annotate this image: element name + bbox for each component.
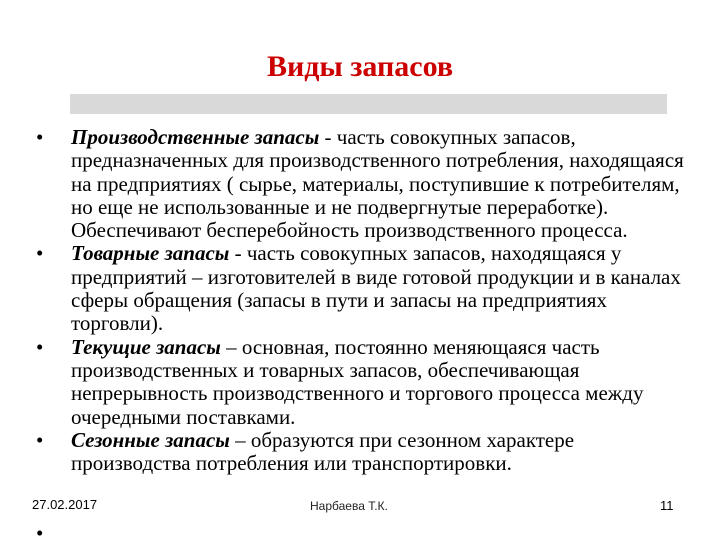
title-underline-bar	[70, 94, 667, 114]
item-term: Сезонные запасы	[71, 427, 230, 452]
item-separator: -	[229, 241, 247, 266]
bullet-icon: •	[36, 427, 44, 452]
bullet-icon: •	[36, 125, 44, 149]
list-item	[36, 429, 688, 476]
footer-author: Нарбаева Т.К.	[310, 499, 388, 513]
item-text	[71, 429, 688, 476]
bullet-list	[36, 126, 688, 475]
item-description: часть совокупных запасов, находящаяся у предприятий – изготовителей в виде готовой продукции и в каналах сферы обращения (запасы в пути и запасы на предприятиях торговли).	[71, 241, 681, 336]
item-separator: -	[319, 125, 337, 149]
list-item	[36, 126, 688, 242]
empty-bullet-icon: •	[36, 521, 44, 545]
item-separator: –	[220, 334, 242, 359]
slide-number: 11	[660, 498, 674, 513]
item-separator: –	[229, 427, 251, 452]
bullet-icon: •	[36, 334, 44, 359]
list-item	[36, 242, 688, 335]
bullet-icon: •	[36, 241, 44, 266]
item-term: Текущие запасы	[71, 334, 221, 359]
item-text	[71, 336, 688, 429]
slide-title: Виды запасов	[266, 50, 454, 83]
item-description: основная, постоянно меняющаяся часть производственных и товарных запасов, обеспечивающая непрерывность производственного и торгового процесса между очередными поставками.	[71, 334, 644, 429]
item-text	[71, 126, 688, 242]
list-item	[36, 336, 688, 429]
item-description: часть совокупных запасов, предназначенных для производственного потребления, находящаяся на предприятиях ( сырье, материалы, поступившие к потребителям, но еще не использованные и не подвергнутые переработке). Обеспечивают бесперебойность производственного процесса.	[71, 125, 684, 243]
item-term: Производственные запасы	[71, 125, 320, 149]
item-text	[71, 242, 688, 335]
footer-date: 27.02.2017	[32, 497, 98, 512]
item-description: образуются при сезонном характере производства потребления или транспортировки.	[71, 427, 575, 476]
item-term: Товарные запасы	[71, 241, 230, 266]
